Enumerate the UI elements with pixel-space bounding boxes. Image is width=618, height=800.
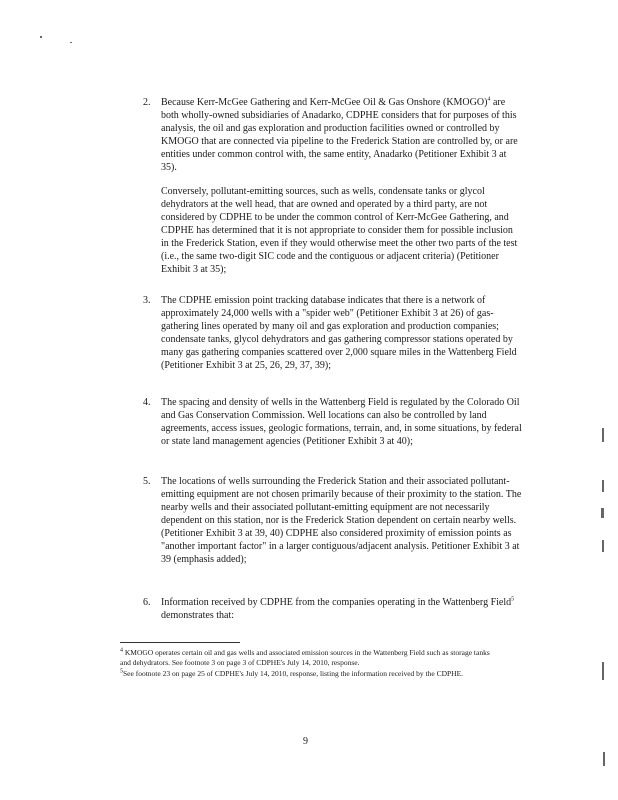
scan-artifact (603, 752, 605, 766)
scan-artifact (602, 662, 604, 680)
footnotes (120, 648, 500, 680)
footnote: $^4$ KMOGO operates certain oil and gas wells and associated emission sources in the Wattenberg Field such as storage tanks and dehydrators. See footnote 3 on page 3 of CDPHE's July 14, 2010, response. (120, 647, 490, 667)
item-number: 3. (143, 295, 151, 306)
item-number: 6. (143, 597, 151, 608)
paragraph: The CDPHE emission point tracking database indicates that there is a network of approximately 24,000 wells with a "spider web" (Petitioner Exhibit 3 at 26) of gas-gathering lines operated by many oil and gas exploration and production companies; condensate tanks, glycol dehydrators and gas gathering compressor stations operated by many gas gathering companies scattered over 2,000 square miles in the Wattenberg Field (Petitioner Exhibit 3 at 25, 26, 29, 37, 39); (161, 295, 517, 371)
paragraph: Conversely, pollutant-emitting sources, such as wells, condensate tanks or glycol dehydrators at the well head, that are owned and operated by a third party, are not considered by CDPHE to be under the common control of Kerr-McGee Gathering, and CDPHE has determined that it is not appropriate to consider them for possible inclusion in the Frederick Station, even if they would otherwise meet the other two parts of the test (i.e., the same two-digit SIC code and the contiguous or adjacent criteria) (Petitioner Exhibit 3 at 35); (161, 186, 518, 275)
paragraph: Information received by CDPHE from the companies operating in the Wattenberg Field$^5$ demonstrates that: (161, 596, 515, 621)
footnote-divider (120, 642, 240, 643)
footnote: $^5$See footnote 23 on page 25 of CDPHE's July 14, 2010, response, listing the information received by the CDPHE. (120, 668, 464, 678)
scan-artifact (70, 42, 72, 43)
scan-artifact (40, 36, 42, 38)
scan-artifact (602, 428, 604, 442)
scan-artifact (602, 480, 604, 492)
item-number: 4. (143, 397, 151, 408)
item-number: 2. (143, 97, 151, 108)
page-number: 9 (303, 736, 308, 747)
scan-artifact (601, 508, 604, 518)
paragraph: Because Kerr-McGee Gathering and Kerr-McGee Oil & Gas Onshore (KMOGO)$^4$ are both wholly-owned subsidiaries of Anadarko, CDPHE considers that for purposes of this analysis, the oil and gas exploration and production facilities owned or controlled by KMOGO that are connected via pipeline to the Frederick Station are controlled by, or are entities under common control with, the same entity, Anadarko (Petitioner Exhibit 3 at 35). (161, 96, 518, 173)
list-item-5 (143, 475, 523, 566)
list-item-2 (143, 96, 523, 276)
item-number: 5. (143, 476, 151, 487)
scan-artifact (602, 540, 604, 552)
list-item-6 (143, 596, 523, 622)
footnote-ref: 5 (511, 596, 515, 603)
footnote-ref: 4 (487, 96, 491, 103)
paragraph: The spacing and density of wells in the Wattenberg Field is regulated by the Colorado Oil and Gas Conservation Commission. Well locations can also be controlled by land agreements, access issues, geologic formations, terrain, and, in some situations, by federal or state land management agencies (Petitioner Exhibit 3 at 40); (161, 397, 522, 447)
paragraph: The locations of wells surrounding the Frederick Station and their associated pollutant-emitting equipment are not chosen primarily because of their proximity to the station. The nearby wells and their associated pollutant-emitting equipment are not necessarily dependent on this station, nor is the Frederick Station dependent on certain nearby wells. (Petitioner Exhibit 3 at 39, 40) CDPHE also considered proximity of emission points as "another important factor" in a larger contiguous/adjacent analysis. Petitioner Exhibit 3 at 39 (emphasis added); (161, 476, 522, 565)
list-item-3 (143, 294, 523, 372)
list-item-4 (143, 396, 523, 448)
